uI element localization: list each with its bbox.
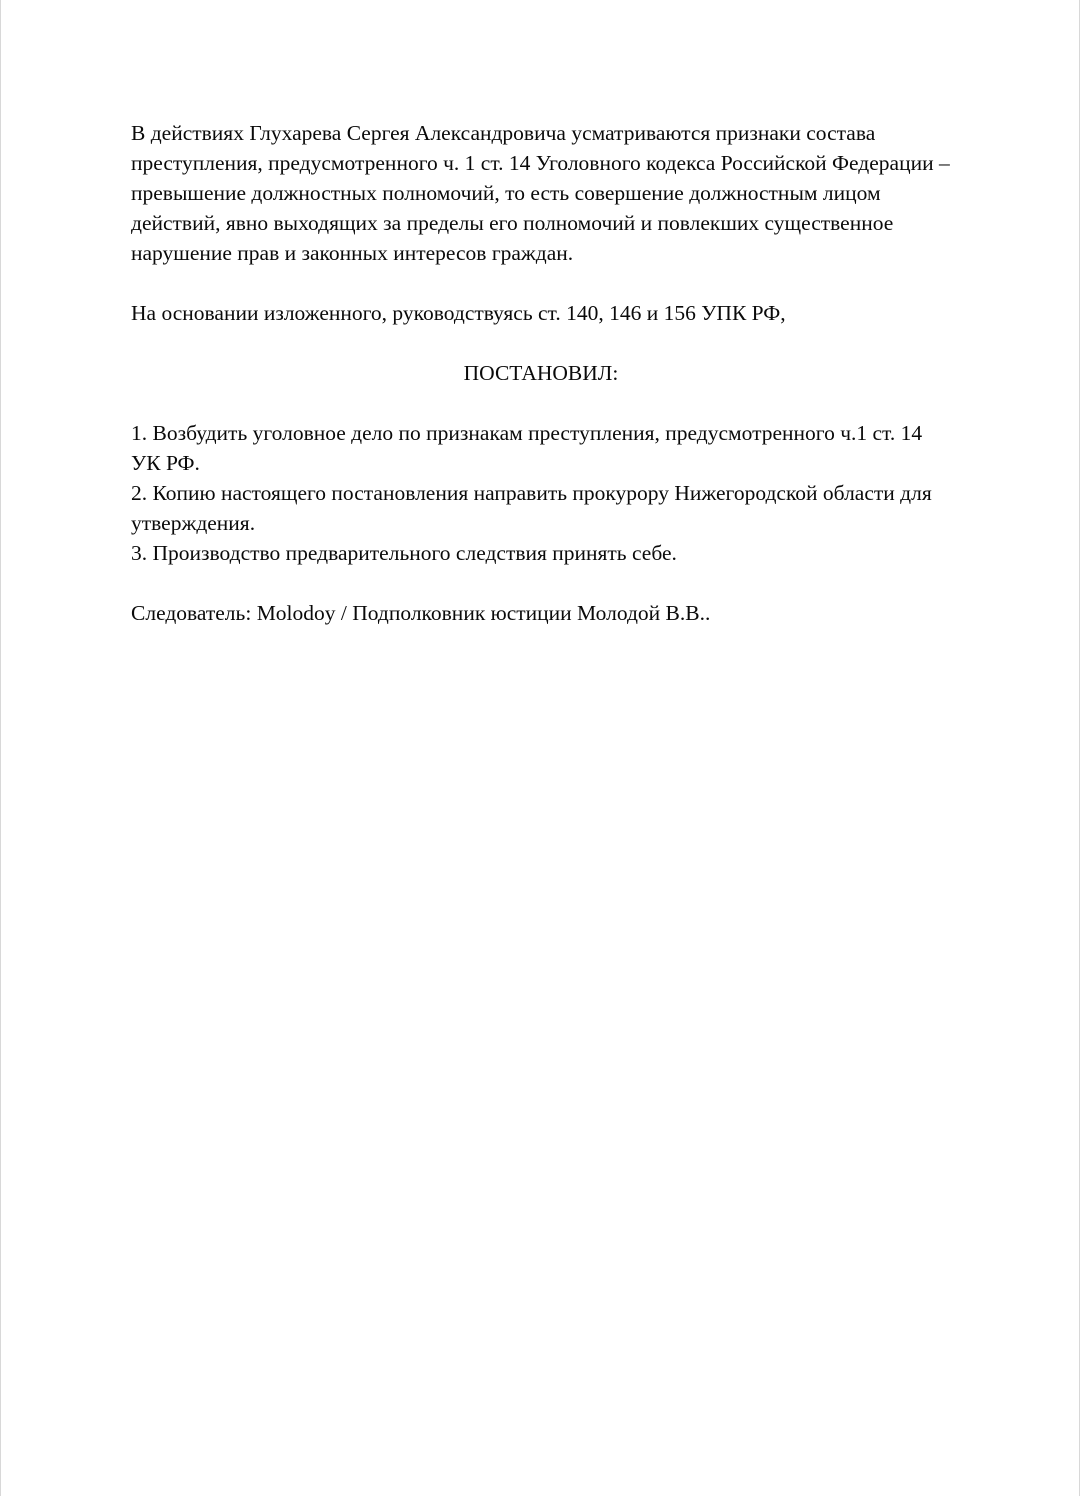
decision-item-3: 3. Производство предварительного следствия принять себе. <box>131 541 677 565</box>
resolution-heading: ПОСТАНОВИЛ: <box>463 361 619 385</box>
legal-basis-paragraph: На основании изложенного, руководствуясь ст. 140, 146 и 156 УПК РФ, <box>131 301 786 325</box>
signature-line: Следователь: Molodoy / Подполковник юстиции Молодой В.В.. <box>131 601 711 625</box>
decision-list <box>131 418 951 568</box>
intro-paragraph: В действиях Глухарева Сергея Александровича усматриваются признаки состава преступления, предусмотренного ч. 1 ст. 14 Уголовного кодекса Российской Федерации – превышение должностных полномочий, то есть совершение должностным лицом действий, явно выходящих за пределы его полномочий и повлекших существенное нарушение прав и законных интересов граждан. <box>131 121 950 265</box>
document-text-body <box>131 118 951 628</box>
decision-item-2: 2. Копию настоящего постановления направить прокурору Нижегородской области для утверждения. <box>131 481 932 535</box>
decision-item-1: 1. Возбудить уголовное дело по признакам преступления, предусмотренного ч.1 ст. 14 УК РФ. <box>131 421 923 475</box>
